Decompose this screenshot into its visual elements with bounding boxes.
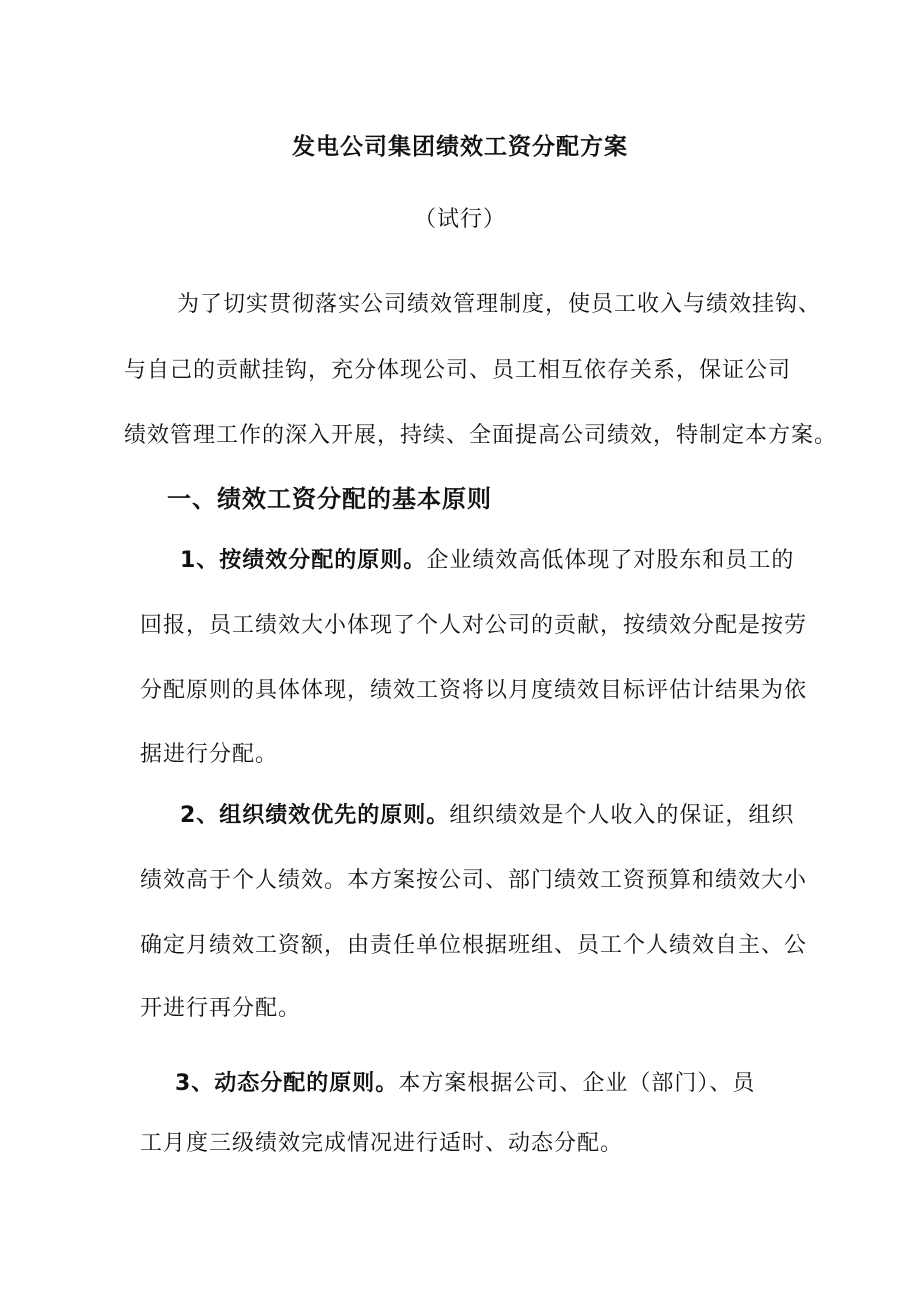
principle-line: 确定月绩效工资额，由责任单位根据班组、员工个人绩效自主、公: [140, 933, 808, 958]
intro-line: 为了切实贯彻落实公司绩效管理制度，使员工收入与绩效挂钩、: [177, 292, 822, 317]
principle-label: 2、组织绩效优先的原则。: [180, 803, 450, 828]
intro-line: 绩效管理工作的深入开展，持续、全面提高公司绩效，特制定本方案。: [124, 423, 838, 448]
document-title: 发电公司集团绩效工资分配方案: [292, 134, 628, 160]
principle-line: 工月度三级绩效完成情况进行适时、动态分配。: [140, 1131, 624, 1156]
section-heading: 一、绩效工资分配的基本原则: [167, 485, 492, 513]
principle-line: 分配原则的具体体现，绩效工资将以月度绩效目标评估计结果为依: [140, 678, 808, 703]
principle-line: 据进行分配。: [140, 742, 279, 767]
principle-label: 1、按绩效分配的原则。: [180, 548, 427, 573]
principle-line: 绩效高于个人绩效。本方案按公司、部门绩效工资预算和绩效大小: [140, 868, 808, 893]
principle-item-2: [180, 801, 794, 831]
principle-line: 开进行再分配。: [140, 996, 302, 1021]
principle-text: 企业绩效高低体现了对股东和员工的: [426, 548, 795, 573]
principle-text: 组织绩效是个人收入的保证，组织: [449, 803, 795, 828]
document-subtitle: （试行）: [413, 207, 506, 232]
principle-item-1: [180, 546, 794, 576]
principle-item-3: [175, 1069, 755, 1099]
intro-line: 与自己的贡献挂钩，充分体现公司、员工相互依存关系，保证公司: [124, 358, 792, 383]
principle-text: 本方案根据公司、企业（部门）、员: [398, 1071, 756, 1096]
principle-line: 回报，员工绩效大小体现了个人对公司的贡献，按绩效分配是按劳: [140, 613, 808, 638]
principle-label: 3、动态分配的原则。: [175, 1071, 399, 1096]
